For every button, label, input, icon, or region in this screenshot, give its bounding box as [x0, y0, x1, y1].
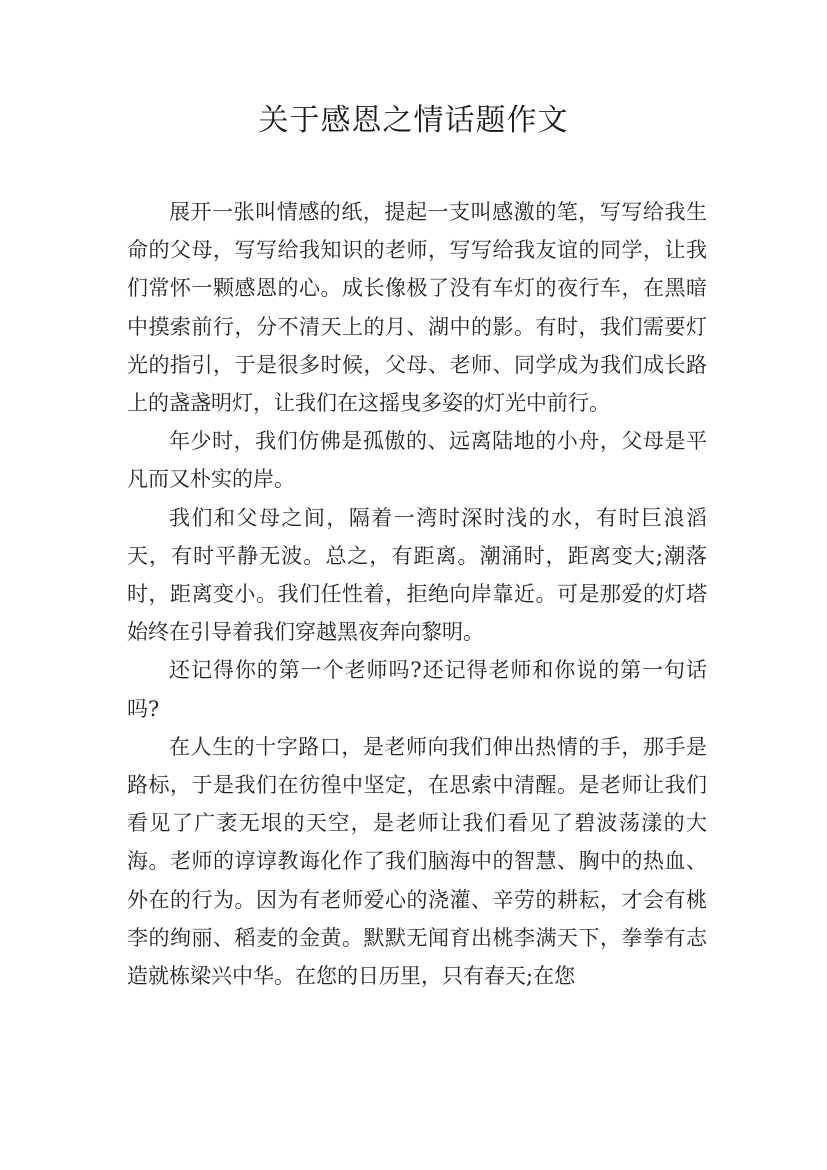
paragraph-5: 在人生的十字路口，是老师向我们伸出热情的手，那手是路标，于是我们在彷徨中坚定，在思索中清醒。是老师让我们看见了广袤无垠的天空，是老师让我们看见了碧波荡漾的大海。老师的谆谆教诲化作了我们脑海中的智慧、胸中的热血、外在的行为。因为有老师爱心的浇灌、辛劳的耕耘，才会有桃李的绚丽、稻麦的金黄。默默无闻育出桃李满天下，拳拳有志造就栋梁兴中华。在您的日历里，只有春天;在您: [127, 734, 707, 989]
document-title: 关于感恩之情话题作文: [258, 103, 569, 138]
paragraph-3: 我们和父母之间，隔着一湾时深时浅的水，有时巨浪滔天，有时平静无波。总之，有距离。潮涌时，距离变大;潮落时，距离变小。我们任性着，拒绝向岸靠近。可是那爱的灯塔始终在引导着我们穿越黑夜奔向黎明。: [127, 505, 707, 645]
document-body: [127, 193, 707, 995]
paragraph-2: 年少时，我们仿佛是孤傲的、远离陆地的小舟，父母是平凡而又朴实的岸。: [127, 429, 707, 492]
paragraph-4: 还记得你的第一个老师吗?还记得老师和你说的第一句话吗?: [127, 658, 707, 721]
paragraph-1: 展开一张叫情感的纸，提起一支叫感激的笔，写写给我生命的父母，写写给我知识的老师，写写给我友谊的同学，让我们常怀一颗感恩的心。成长像极了没有车灯的夜行车，在黑暗中摸索前行，分不清天上的月、湖中的影。有时，我们需要灯光的指引，于是很多时候，父母、老师、同学成为我们成长路上的盏盏明灯，让我们在这摇曳多姿的灯光中前行。: [127, 200, 707, 416]
